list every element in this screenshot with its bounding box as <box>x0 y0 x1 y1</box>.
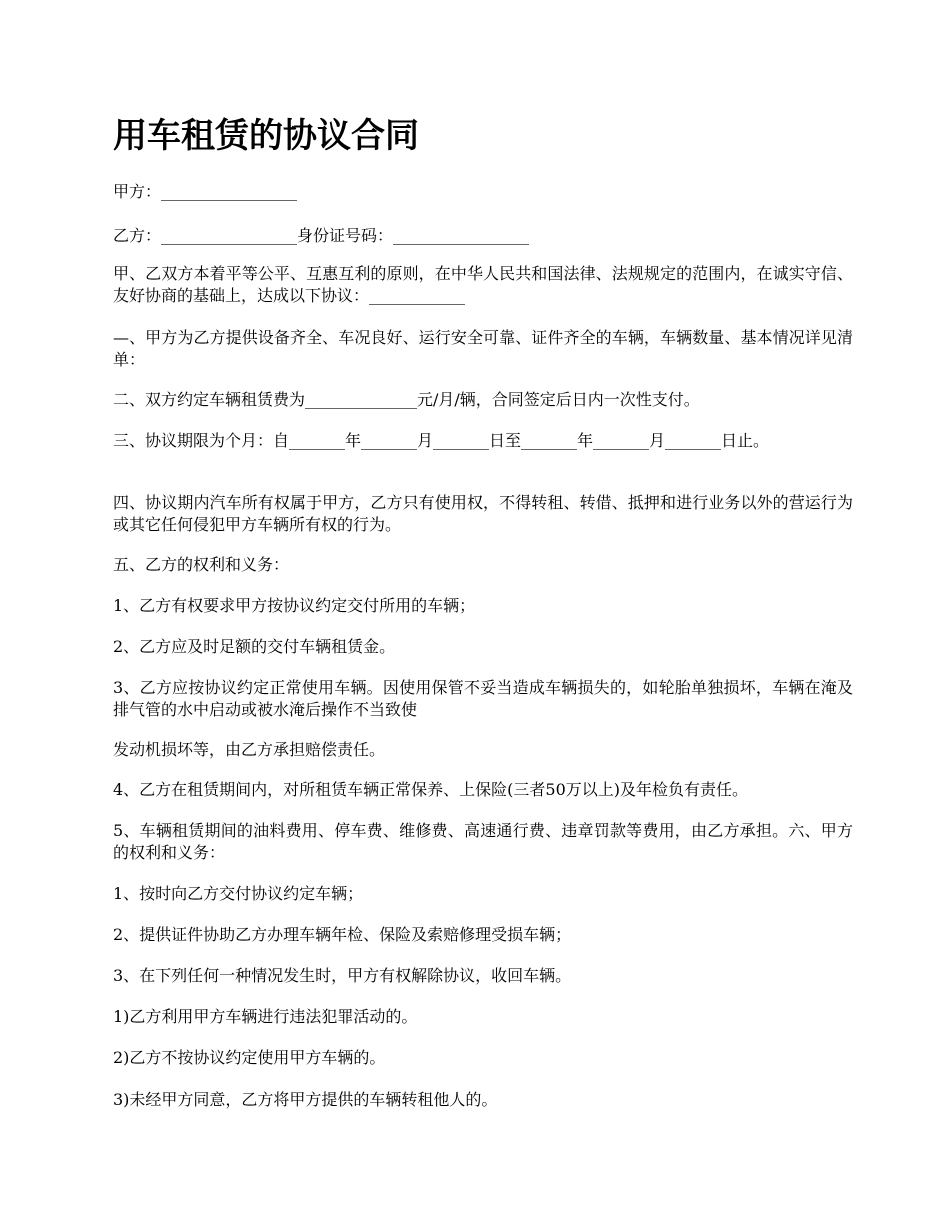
clause-5-item-2: 2、乙方应及时足额的交付车辆租赁金。 <box>113 637 396 656</box>
preamble-paragraph: 甲、乙双方本着平等公平、互惠互利的原则，在中华人民共和国法律、法规规定的范围内，在诚实守信、友好协商的基础上，达成以下协议：____________ <box>113 264 853 305</box>
clause-5-item-4: 4、乙方在租赁期间内，对所租赁车辆正常保养、上保险(三者50万以上)及年检负有责任。 <box>113 780 749 799</box>
clause-6-item-3: 3、在下列任何一种情况发生时，甲方有权解除协议，收回车辆。 <box>113 966 572 985</box>
clause-5-item-3-continued: 发动机损坏等，由乙方承担赔偿责任。 <box>113 740 386 759</box>
termination-case-1: 1)乙方利用甲方车辆进行违法犯罪活动的。 <box>113 1007 418 1026</box>
clause-4: 四、协议期内汽车所有权属于甲方，乙方只有使用权，不得转租、转借、抵押和进行业务以外的营运行为或其它任何侵犯甲方车辆所有权的行为。 <box>113 493 853 534</box>
clause-5-heading: 五、乙方的权利和义务： <box>113 555 290 574</box>
termination-case-3: 3)未经甲方同意，乙方将甲方提供的车辆转租他人的。 <box>113 1090 498 1109</box>
clause-5-item-1: 1、乙方有权要求甲方按协议约定交付所用的车辆； <box>113 596 476 615</box>
clause-6-item-2: 2、提供证件协助乙方办理车辆年检、保险及索赔修理受损车辆； <box>113 925 572 944</box>
party-b-line: 乙方：_________________身份证号码：_________________ <box>113 226 530 245</box>
clause-5-item-3: 3、乙方应按协议约定正常使用车辆。因使用保管不妥当造成车辆损失的，如轮胎单独损坏，车辆在淹及排气管的水中启动或被水淹后操作不当致使 <box>113 678 853 719</box>
party-a-line: 甲方：_________________ <box>113 182 298 201</box>
clause-1: —、甲方为乙方提供设备齐全、车况良好、运行安全可靠、证件齐全的车辆，车辆数量、基本情况详见清单： <box>113 328 853 369</box>
termination-case-2: 2)乙方不按协议约定使用甲方车辆的。 <box>113 1048 386 1067</box>
document-title: 用车租赁的协议合同 <box>113 116 419 156</box>
clause-6-item-1: 1、按时向乙方交付协议约定车辆； <box>113 884 364 903</box>
clause-3: 三、协议期限为个月：自_______年_______月_______日至_______年_______月_______日止。 <box>113 431 770 450</box>
clause-5-item-5: 5、车辆租赁期间的油料费用、停车费、维修费、高速通行费、违章罚款等费用，由乙方承担。六、甲方的权利和义务： <box>113 821 853 862</box>
clause-2: 二、双方约定车辆租赁费为______________元/月/辆，合同签定后日内一次性支付。 <box>113 390 700 409</box>
